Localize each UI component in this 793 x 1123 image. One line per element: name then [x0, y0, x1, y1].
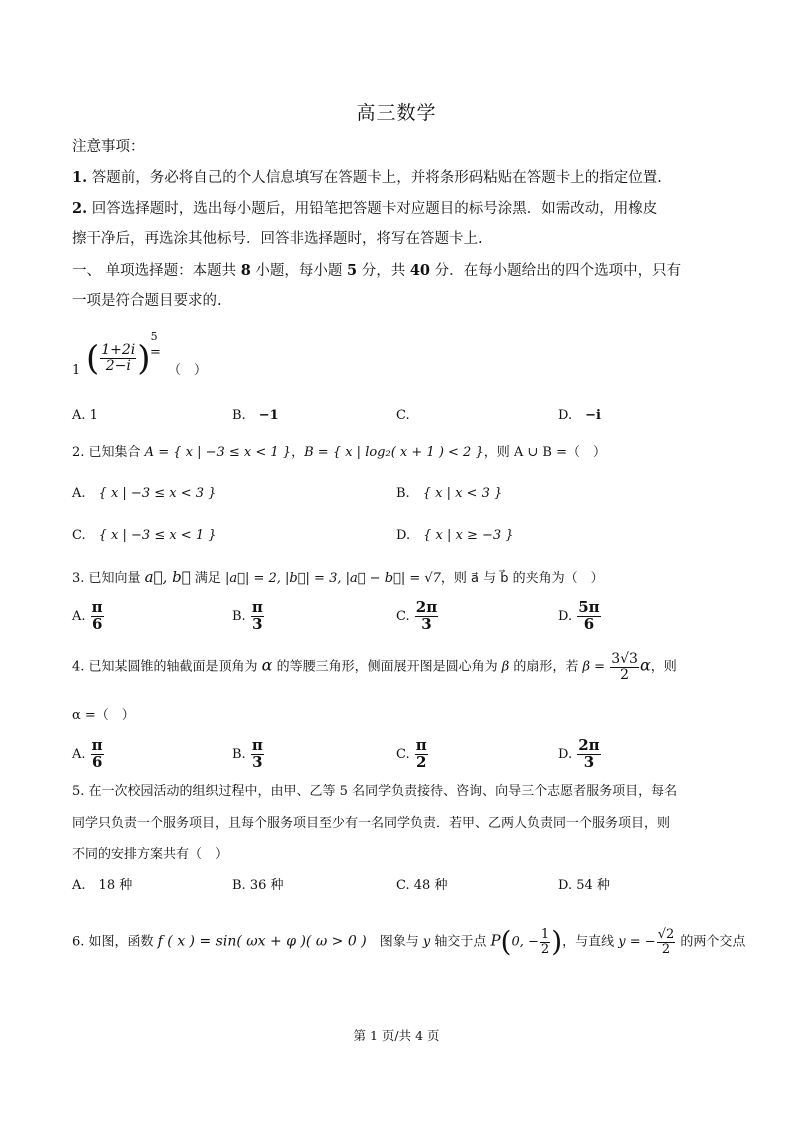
q4-alpha: α	[261, 655, 273, 675]
q1-exponent: 5	[150, 330, 158, 343]
note-1	[72, 168, 662, 188]
q5-line-3: 不同的安排方案共有（ ）	[72, 847, 229, 862]
q3-option-d-den: 6	[583, 614, 595, 633]
question-4	[72, 652, 677, 682]
q4-stem-c: 的扇形，若	[509, 659, 583, 675]
q3-option-a-label: A.	[72, 608, 86, 624]
q4-stem-a: 4. 已知某圆锥的轴截面是顶角为	[72, 659, 262, 675]
q3-stem-a: 3. 已知向量	[72, 571, 145, 586]
q6-stem-a: 6. 如图，函数	[72, 934, 158, 950]
q2-set-a: A = { x | −3 ≤ x < 1 }	[144, 445, 292, 460]
q5-option-d-value: 54 种	[576, 878, 610, 893]
q4-option-c-num: π	[415, 736, 427, 754]
q3-option-c-label: C.	[396, 608, 410, 624]
q2-option-a-value: { x | −3 ≤ x < 3 }	[98, 486, 217, 501]
note-2-line-2: 擦干净后，再选涂其他标号．回答非选择题时，将写在答题卡上.	[72, 231, 483, 247]
q3-option-a-num: π	[91, 598, 103, 616]
q4-option-d	[558, 738, 602, 771]
q4-option-a-num: π	[91, 736, 103, 754]
section-heading-line-2: 一项是符合题目要求的.	[72, 293, 222, 309]
q3-option-d	[558, 600, 602, 633]
q2-option-b	[396, 484, 502, 504]
q4-option-c-fraction	[415, 738, 428, 771]
question-2	[72, 443, 606, 463]
section-heading	[72, 261, 681, 281]
q5-option-b	[232, 876, 284, 896]
q2-option-d	[396, 526, 514, 546]
question-3	[72, 567, 604, 589]
q3-option-d-num: 5π	[578, 598, 600, 616]
q2-option-c	[72, 526, 217, 546]
q6-point-coords: 0, −	[511, 934, 539, 950]
q5-option-a-label: A.	[72, 878, 86, 893]
q1-denominator: 2−i	[105, 358, 131, 374]
q4-stem-d: ，则	[650, 659, 677, 675]
q3-option-a-fraction	[91, 600, 104, 633]
section-total: 40	[409, 262, 431, 279]
section-points: 5	[347, 262, 358, 279]
q1-left-paren: (	[86, 338, 100, 379]
note-1-number: 1.	[72, 169, 88, 186]
section-prefix: 一、 单项选择题：本题共	[72, 263, 241, 279]
q3-option-c-num: 2π	[415, 598, 438, 616]
q4-option-a-den: 6	[91, 752, 103, 771]
q3-condition: |a⃗| = 2, |b⃗| = 3, |a⃗ − b⃗| = √7	[225, 571, 441, 586]
q3-option-c-den: 3	[421, 614, 432, 633]
q5-line-2: 同学只负责一个服务项目，且每个服务项目至少有一名同学负责．若甲、乙两人负责同一个服务项目，则	[72, 816, 671, 831]
q5-option-a-value: 18 种	[98, 878, 133, 893]
page-title: 高三数学	[356, 102, 437, 124]
q2-option-c-value: { x | −3 ≤ x < 1 }	[98, 528, 217, 543]
q3-option-b-label: B.	[232, 608, 246, 624]
q1-option-b-value: −1	[258, 408, 279, 423]
q1-equals: =	[150, 345, 161, 360]
q3-option-b-den: 3	[252, 614, 263, 633]
q6-line-den: 2	[661, 941, 671, 957]
q4-option-d-fraction	[577, 738, 600, 771]
q3-option-d-label: D.	[558, 608, 573, 624]
note-2-line-1	[72, 199, 657, 219]
q5-option-c-value: 48 种	[413, 878, 448, 893]
q4-option-b-label: B.	[232, 746, 246, 762]
q4-option-d-label: D.	[558, 746, 573, 762]
q4-coefficient-den: 2	[620, 666, 630, 683]
section-count: 8	[240, 262, 251, 279]
q2-option-b-label: B.	[396, 486, 410, 501]
q6-point-fraction	[540, 928, 550, 956]
q2-option-d-value: { x | x ≥ −3 }	[423, 528, 514, 543]
q6-point-den: 2	[540, 941, 550, 957]
q6-point-p: P	[490, 931, 501, 950]
q3-option-c-fraction	[415, 600, 438, 633]
q6-line-num: √2	[657, 927, 675, 942]
q6-stem-d: ，与直线	[562, 934, 619, 950]
q1-option-b	[232, 406, 279, 426]
question-6	[72, 925, 746, 959]
q6-function: f ( x ) = sin( ωx + φ )( ω > 0 )	[157, 933, 367, 950]
q4-alpha-2: α	[639, 655, 651, 675]
q4-option-b-num: π	[251, 736, 263, 754]
q6-line-y: y = −	[618, 934, 656, 950]
q5-line-1: 5. 在一次校园活动的组织过程中，由甲、乙等 5 名同学负责接待、咨询、向导三个志愿者服务项目，每名	[72, 784, 678, 799]
q6-line-fraction	[657, 928, 676, 956]
q5-option-c	[396, 876, 447, 896]
q6-stem-e: 的两个交点	[676, 934, 746, 950]
q1-number: 1	[72, 363, 81, 378]
q4-option-a-fraction	[91, 738, 104, 771]
q1-option-d	[558, 406, 601, 426]
q2-stem-a: 2. 已知集合	[72, 445, 145, 460]
q4-coefficient	[610, 652, 639, 682]
q4-coefficient-num: 3√3	[611, 651, 638, 667]
q4-option-b-den: 3	[252, 752, 263, 771]
q1-option-c	[396, 406, 410, 426]
q4-beta-equals: β =	[582, 659, 606, 675]
section-mid2: 分，共	[357, 263, 410, 279]
q1-option-c-label: C.	[396, 408, 410, 423]
q4-option-c-den: 2	[416, 752, 427, 771]
q2-set-b: B = { x | log₂( x + 1 ) < 2 }	[304, 445, 484, 460]
q1-option-a-label: A.	[72, 408, 86, 423]
q5-option-c-label: C.	[396, 878, 410, 893]
q2-option-c-label: C.	[72, 528, 86, 543]
q4-option-b-fraction	[251, 738, 264, 771]
section-mid1: 小题，每小题	[250, 263, 348, 279]
q3-option-b-fraction	[251, 600, 264, 633]
q1-right-paren: )	[137, 338, 151, 379]
q1-answer-paren: （ ）	[168, 363, 208, 378]
q4-beta: β	[501, 659, 510, 675]
q6-point-num: 1	[540, 927, 550, 942]
notice-heading: 注意事项：	[72, 139, 145, 155]
q5-option-b-value: 36 种	[249, 878, 284, 893]
note-2-text: 回答选择题时，选出每小题后，用铅笔把答题卡对应题目的标号涂黑．如需改动，用橡皮	[87, 201, 658, 217]
q3-option-d-fraction	[577, 600, 600, 633]
q3-vectors: a⃗, b⃗	[144, 568, 191, 586]
note-1-text: 答题前，务必将自己的个人信息填写在答题卡上，并将条形码粘贴在答题卡上的指定位置.	[87, 170, 662, 186]
q1-numerator: 1+2i	[101, 342, 136, 359]
section-suffix: 分．在每小题给出的四个选项中，只有	[430, 263, 682, 279]
q1-option-b-label: B.	[232, 408, 246, 423]
q3-option-b-num: π	[251, 598, 263, 616]
q3-option-b	[232, 600, 265, 633]
q1-option-a-value: 1	[89, 408, 98, 423]
page-footer: 第 1 页/共 4 页	[353, 1028, 440, 1043]
q4-option-b	[232, 738, 265, 771]
q6-right-paren: )	[551, 925, 563, 959]
q6-left-paren: (	[500, 925, 512, 959]
q1-option-a	[72, 406, 98, 426]
q2-option-b-value: { x | x < 3 }	[422, 486, 503, 501]
q1-fraction	[100, 343, 136, 373]
q3-option-a	[72, 600, 105, 633]
q4-stem-b: 的等腰三角形，侧面展开图是圆心角为	[272, 659, 502, 675]
q1-option-d-value: −i	[585, 408, 601, 423]
q4-option-d-num: 2π	[578, 736, 600, 754]
q2-option-a-label: A.	[72, 486, 86, 501]
q5-option-d-label: D.	[558, 878, 573, 893]
q5-option-a	[72, 876, 132, 896]
q4-option-a-label: A.	[72, 746, 86, 762]
q6-stem-b: 图象与	[366, 934, 423, 950]
q2-comma: ，	[291, 445, 305, 460]
q3-stem-b: 满足	[190, 571, 226, 586]
q2-option-a	[72, 484, 216, 504]
q5-option-b-label: B.	[232, 878, 246, 893]
q3-stem-c: ，则 a⃗ 与 b⃗ 的夹角为（ ）	[440, 571, 604, 586]
q6-stem-c: 轴交于点	[430, 934, 491, 950]
q4-line-2: α =（ ）	[72, 708, 135, 723]
q3-option-c	[396, 600, 439, 633]
q6-y-axis: y	[422, 934, 431, 950]
note-2-number: 2.	[72, 200, 88, 217]
q3-option-a-den: 6	[91, 614, 103, 633]
q1-option-d-label: D.	[558, 408, 573, 423]
q4-option-a	[72, 738, 105, 771]
q4-option-d-den: 3	[583, 752, 595, 771]
q2-stem-b: ，则 A ∪ B =（ ）	[483, 445, 606, 460]
q5-option-d	[558, 876, 610, 896]
q2-option-d-label: D.	[396, 528, 411, 543]
q4-option-c-label: C.	[396, 746, 410, 762]
q4-option-c	[396, 738, 429, 771]
q1-expression	[86, 327, 158, 379]
